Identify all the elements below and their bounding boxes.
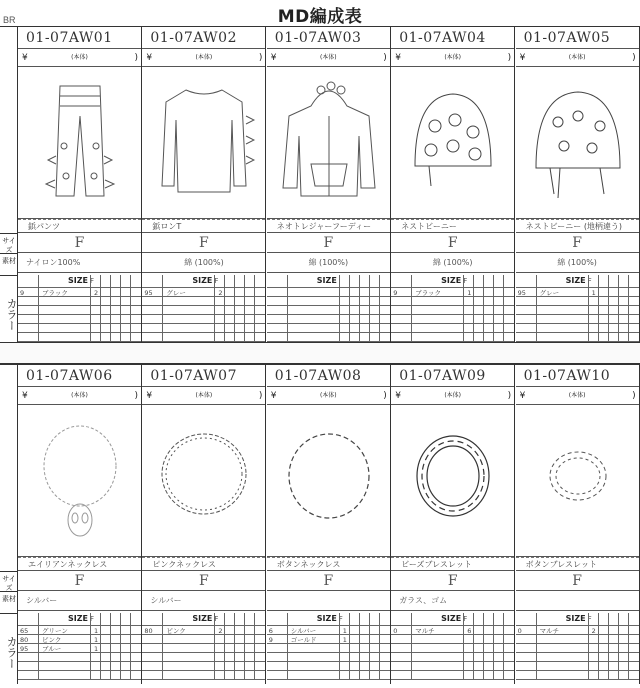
product-name: ビーズブレスレット [391,557,514,571]
size-value [339,275,347,287]
yen-symbol: ¥ [146,53,153,63]
product-code: 01-07AW08 [267,365,390,387]
color-name: マルチ [539,627,560,635]
price-paren: ) [134,391,138,401]
color-qty: 1 [94,636,99,644]
yen-symbol: ¥ [519,391,526,401]
yen-symbol: ¥ [519,53,526,63]
size-header: SIZE [565,614,586,623]
product-size: F [391,571,514,591]
product-image [18,67,141,219]
product-name: エイリアンネックレス [18,557,141,571]
yen-symbol: ¥ [270,53,277,63]
product-size: F [516,233,639,253]
price-paren: ) [134,53,138,63]
color-row [142,288,265,298]
color-name: ブラック [42,289,68,297]
size-header: SIZE [67,614,88,623]
button-bracelet-icon [520,409,636,549]
price-paren: ) [258,53,263,63]
color-qty: 1 [591,289,596,297]
product-card[interactable] [18,365,142,684]
price-note: (本体) [568,54,586,61]
color-name: ピンク [166,627,186,635]
size-value: F [587,615,592,623]
product-card[interactable] [267,365,391,684]
product-size: F [18,571,141,591]
size-value: F [463,277,468,285]
product-name: ボタンネックレス [267,557,390,571]
color-row [516,288,639,298]
product-image [18,405,141,557]
color-name: グレー [539,289,560,297]
color-label: カラー [5,297,18,331]
pants-icon [22,71,138,211]
yen-symbol: ¥ [395,391,401,401]
price-paren: ) [383,53,387,63]
product-name: 鋲パンツ [18,219,141,233]
color-number: 6 [268,627,273,635]
size-header: SIZE [316,276,337,285]
size-header: SIZE [565,276,586,285]
price-note: (本体) [195,392,213,399]
product-card[interactable] [142,365,266,684]
size-value: F [90,615,95,623]
alien-necklace-icon [22,409,138,549]
material-label: 素材 [2,595,16,603]
color-row [391,626,514,636]
color-grid [142,613,265,679]
yen-symbol: ¥ [270,391,277,401]
price-field[interactable] [18,387,141,405]
hoodie-icon [271,71,387,211]
color-grid [391,275,514,341]
yen-symbol: ¥ [22,53,28,63]
product-size: F [142,571,265,591]
product-card[interactable] [391,27,515,342]
product-image [391,405,514,557]
color-row [516,626,639,636]
product-image [516,405,639,557]
color-name: グレー [166,289,186,297]
size-label: サイズ [2,575,16,592]
color-row [142,626,265,636]
product-material [267,591,390,611]
price-paren: ) [632,391,636,401]
color-grid [516,275,639,341]
size-value: F [338,615,343,623]
color-qty: 1 [94,627,99,635]
row-divider [0,342,640,364]
product-name: 鋲ロンT [142,219,265,233]
size-header: SIZE [441,614,462,623]
side-labels [0,27,18,342]
longsleeve-icon [146,71,262,211]
price-field[interactable] [142,387,265,405]
color-name: グリーン [42,627,68,635]
color-number: 9 [393,289,398,297]
product-code: 01-07AW02 [142,27,265,49]
price-note: (本体) [71,54,88,61]
size-label: サイズ [2,237,16,254]
color-number: 95 [517,289,526,297]
product-material [516,591,639,611]
product-card[interactable] [516,27,640,342]
price-field[interactable] [516,49,639,67]
product-card[interactable] [142,27,266,342]
size-header: SIZE [316,614,337,623]
price-field[interactable] [391,387,514,405]
product-code: 01-07AW09 [391,365,514,387]
price-paren: ) [383,391,387,401]
size-value: F [214,277,219,285]
price-field[interactable] [267,49,390,67]
price-paren: ) [632,53,636,63]
size-header: SIZE [67,276,88,285]
color-qty: 2 [591,627,596,635]
product-material: ナイロン100% [18,253,141,273]
product-code: 01-07AW05 [516,27,639,49]
product-material: シルバー [18,591,141,611]
product-row-bottom [0,364,640,684]
yen-symbol: ¥ [146,391,153,401]
button-necklace-icon [271,409,387,549]
product-size: F [18,233,141,253]
product-image [142,67,265,219]
price-note: (本体) [319,54,337,61]
color-grid [18,613,141,679]
color-number: 0 [393,627,398,635]
price-paren: ) [507,391,512,401]
color-qty: 1 [342,636,347,644]
beanie-icon [395,71,511,211]
price-note: (本体) [444,392,462,399]
color-name: ピンク [42,636,62,644]
product-name: ボタンブレスレット [516,557,639,571]
color-label: カラー [5,635,18,669]
material-label: 素材 [2,257,16,265]
color-qty: 1 [342,627,347,635]
br-label: BR [3,15,16,25]
product-name: ピンクネックレス [142,557,265,571]
price-note: (本体) [195,54,213,61]
product-name: ネストビーニー (地柄違う) [516,219,639,233]
color-name: ブラック [415,289,442,297]
color-grid [267,613,390,679]
size-header: SIZE [192,614,213,623]
color-name: ゴールド [290,636,317,644]
product-name: ネストビーニー [391,219,514,233]
product-size: F [391,233,514,253]
color-number: 80 [20,636,29,644]
price-field[interactable] [391,49,514,67]
beanie-chain-icon [520,71,636,211]
product-size: F [267,571,390,591]
product-code: 01-07AW04 [391,27,514,49]
product-card[interactable] [516,365,640,684]
color-row [18,644,141,654]
product-material: シルバー [142,591,265,611]
price-field[interactable] [142,49,265,67]
product-material: 綿 (100%) [267,253,390,273]
price-field[interactable] [267,387,390,405]
color-qty: 1 [467,289,472,297]
price-paren: ) [507,53,512,63]
color-number: 95 [20,645,29,653]
price-field[interactable] [18,49,141,67]
price-field[interactable] [516,387,639,405]
color-qty: 2 [218,289,223,297]
color-number: 80 [144,627,153,635]
price-note: (本体) [444,54,462,61]
product-code: 01-07AW07 [142,365,265,387]
price-note: (本体) [71,392,88,399]
product-material: ガラス、ゴム [391,591,514,611]
product-code: 01-07AW10 [516,365,639,387]
color-grid [18,275,141,341]
product-card[interactable] [391,365,515,684]
yen-symbol: ¥ [22,391,28,401]
color-name: マルチ [415,627,435,635]
size-value: F [587,277,592,285]
size-value: F [214,615,219,623]
product-image [267,67,390,219]
product-material: 綿 (100%) [391,253,514,273]
product-image [142,405,265,557]
color-name: ブルー [42,645,62,653]
product-name: ネオトレジャーフーディー [267,219,390,233]
chain-necklace-icon [146,409,262,549]
color-qty: 6 [467,627,472,635]
product-card[interactable] [267,27,391,342]
color-number: 65 [20,627,29,635]
color-number: 9 [268,636,273,644]
size-header: SIZE [441,276,462,285]
product-code: 01-07AW01 [18,27,141,49]
product-code: 01-07AW03 [267,27,390,49]
color-grid [267,275,390,341]
page-title: MD編成表 [277,7,363,27]
product-size: F [142,233,265,253]
product-image [267,405,390,557]
color-qty: 2 [94,289,99,297]
product-size: F [516,571,639,591]
product-material: 綿 (100%) [142,253,265,273]
color-number: 9 [20,289,25,297]
price-note: (本体) [319,392,337,399]
color-grid [142,275,265,341]
color-row [18,288,141,298]
color-number: 95 [144,289,153,297]
color-row [267,635,390,645]
color-grid [391,613,514,679]
color-grid [516,613,639,679]
product-image [516,67,639,219]
size-value: F [463,615,468,623]
size-value: F [90,277,95,285]
price-paren: ) [258,391,263,401]
color-name: シルバー [290,627,317,635]
bead-bracelet-icon [395,409,511,549]
product-row-top [0,26,640,342]
product-image [391,67,514,219]
product-size: F [267,233,390,253]
side-labels [0,365,18,684]
color-number: 0 [517,627,522,635]
yen-symbol: ¥ [395,53,401,63]
product-material: 綿 (100%) [516,253,639,273]
product-code: 01-07AW06 [18,365,141,387]
color-qty: 2 [218,627,223,635]
price-note: (本体) [568,392,586,399]
size-header: SIZE [192,276,213,285]
color-qty: 1 [94,645,99,653]
product-card[interactable] [18,27,142,342]
color-row [391,288,514,298]
